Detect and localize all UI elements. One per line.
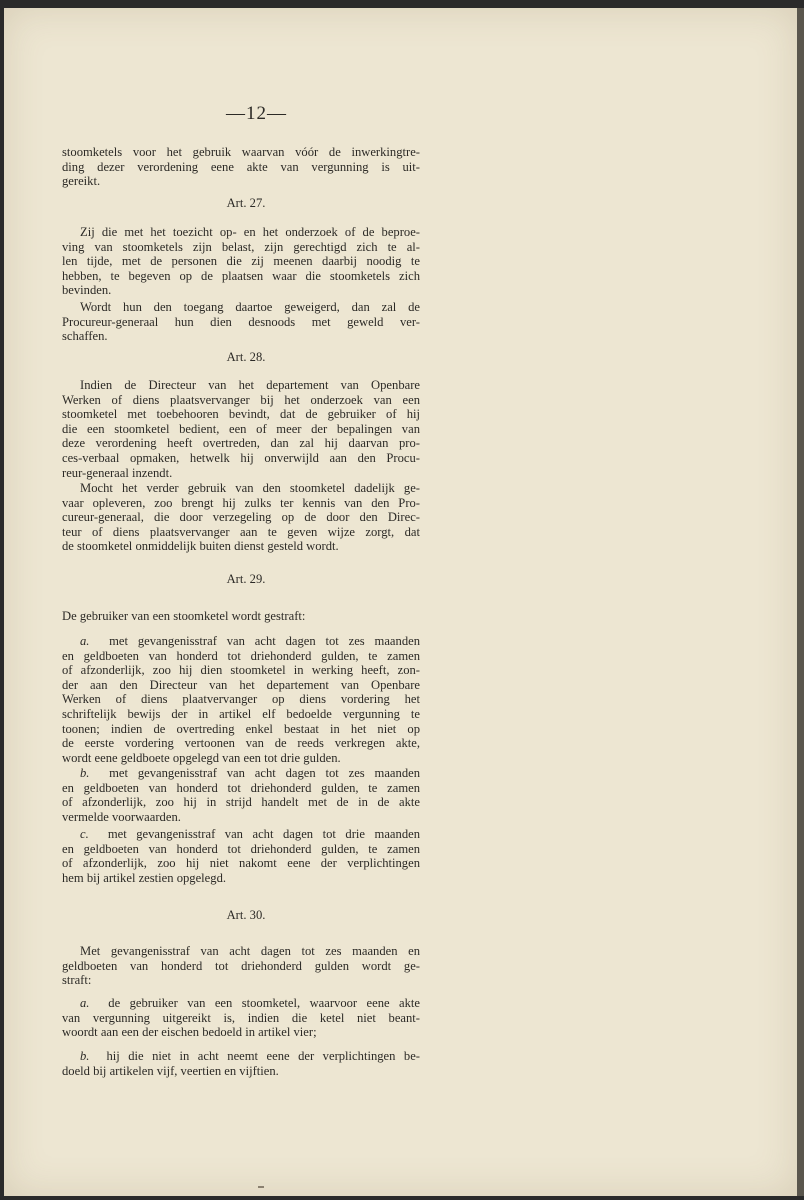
text-line: ces-verbaal opmaken, hetwelk hij onverwijld aan den Procu- xyxy=(62,450,420,465)
text-line-body: hij die niet in acht neemt eene der verplichtingen be- xyxy=(106,1049,420,1063)
text-line xyxy=(62,1049,420,1064)
paragraph-4 xyxy=(62,378,420,480)
text-line: cureur-generaal, die door verzegeling op de door den Direc- xyxy=(62,510,420,525)
text-line: De gebruiker van een stoomketel wordt gestraft: xyxy=(62,609,306,623)
text-line: vermelde voorwaarden. xyxy=(62,809,181,824)
paragraph-7 xyxy=(62,634,420,765)
text-line-body: de gebruiker van een stoomketel, waarvoor eene akte xyxy=(108,996,420,1010)
text-line: schriftelijk bewijs der in artikel elf bedoelde vergunning te xyxy=(62,706,420,721)
text-line-body: met gevangenisstraf van acht dagen tot zes maanden xyxy=(109,766,421,780)
item-label: b. xyxy=(80,1049,90,1063)
text-line: stoomketels voor het gebruik waarvan vóór de inwerkingtre- xyxy=(62,145,420,159)
text-line: en geldboeten van honderd tot driehonderd gulden, te zamen xyxy=(62,780,420,795)
text-line xyxy=(62,996,420,1011)
text-line: die een stoomketel bedient, een of meer der bepalingen van xyxy=(62,421,420,436)
text-line: woordt aan een der eischen bedoeld in artikel vier; xyxy=(62,1025,317,1040)
page-number: —12— xyxy=(226,103,287,124)
text-line: der aan den Directeur van het departement van Openbare xyxy=(62,677,420,692)
text-line: en geldboeten van honderd tot driehonderd gulden, te zamen xyxy=(62,841,420,856)
paragraph-6 xyxy=(62,609,420,624)
item-label: b. xyxy=(80,766,90,780)
article-heading-30: Art. 30. xyxy=(226,908,266,922)
article-heading-28: Art. 28. xyxy=(226,350,266,364)
text-line xyxy=(62,634,420,649)
text-line: Werken of diens plaatsvervanger bij het onderzoek van een xyxy=(62,392,420,407)
paragraph-9 xyxy=(62,827,420,885)
paragraph-2 xyxy=(62,225,420,298)
text-line: hebben, te begeven op de plaatsen waar die stoomketels zich xyxy=(62,268,420,283)
text-line xyxy=(62,766,420,781)
text-line: Met gevangenisstraf van acht dagen tot zes maanden en xyxy=(80,944,420,958)
item-label: c. xyxy=(80,827,89,841)
paragraph-1 xyxy=(62,145,420,189)
text-line: de stoomketel onmiddelijk buiten dienst gesteld wordt. xyxy=(62,539,339,554)
paragraph-10 xyxy=(62,944,420,988)
text-line: van vergunning uitgereikt is, indien die ketel niet beant- xyxy=(62,1010,420,1025)
text-line: of afzonderlijk, zoo hij dien stoomketel in werking heeft, zon- xyxy=(62,663,420,678)
text-line: Zij die met het toezicht op- en het onderzoek of de beproe- xyxy=(80,225,420,239)
text-line: schaffen. xyxy=(62,329,108,344)
paragraph-5 xyxy=(62,481,420,554)
text-line: ding dezer verordening eene akte van vergunning is uit- xyxy=(62,159,420,174)
text-line: de eerste vordering vertoonen van de reeds verkregen akte, xyxy=(62,736,420,751)
paragraph-12 xyxy=(62,1049,420,1078)
text-line-body: met gevangenisstraf van acht dagen tot zes maanden xyxy=(109,634,421,648)
item-label: a. xyxy=(80,634,90,648)
text-line: Werken of diens plaatvervanger op diens vordering het xyxy=(62,692,420,707)
text-line: ving van stoomketels zijn belast, zijn gerechtigd zich te al- xyxy=(62,239,420,254)
text-line-body: met gevangenisstraf van acht dagen tot drie maanden xyxy=(107,827,420,841)
text-line: of afzonderlijk, zoo hij in strijd handelt met de in de akte xyxy=(62,795,420,810)
text-line: deze verordening heeft overtreden, dan zal hij daarvan pro- xyxy=(62,436,420,451)
text-line: en geldboeten van honderd tot driehonderd gulden, te zamen xyxy=(62,648,420,663)
text-line: Procureur-generaal hun dien desnoods met geweld ver- xyxy=(62,314,420,329)
text-line: len tijde, met de personen die zij meenen daarbij noodig te xyxy=(62,254,420,269)
text-line: stoomketel met toebehooren bevindt, dat de gebruiker of hij xyxy=(62,407,420,422)
text-line: wordt eene geldboete opgelegd van een tot drie gulden. xyxy=(62,750,341,765)
text-line: gereikt. xyxy=(62,174,101,189)
paragraph-8 xyxy=(62,766,420,824)
text-line: Mocht het verder gebruik van den stoomketel dadelijk ge- xyxy=(80,481,420,495)
text-line xyxy=(62,827,420,842)
text-line: of afzonderlijk, zoo hij niet nakomt eene der verplichtingen xyxy=(62,856,420,871)
text-line: straft: xyxy=(62,973,92,988)
article-heading-29: Art. 29. xyxy=(226,572,266,586)
text-line: hem bij artikel zestien opgelegd. xyxy=(62,870,227,885)
text-line: Indien de Directeur van het departement van Openbare xyxy=(80,378,420,392)
article-heading-27: Art. 27. xyxy=(226,196,266,210)
text-line: reur-generaal inzendt. xyxy=(62,465,173,480)
text-line: teur of diens plaatsvervanger aan te geven wijze zorgt, dat xyxy=(62,524,420,539)
text-line: toonen; indien de overtreding enkel bestaat in het niet op xyxy=(62,721,420,736)
text-line: vaar opleveren, zoo brengt hij zulks ter kennis van den Pro- xyxy=(62,495,420,510)
text-line: bevinden. xyxy=(62,283,112,298)
paragraph-3 xyxy=(62,300,420,344)
text-line: geldboeten van honderd tot driehonderd gulden wordt ge- xyxy=(62,958,420,973)
paragraph-11 xyxy=(62,996,420,1040)
page-mark xyxy=(258,1186,264,1188)
text-line: Wordt hun den toegang daartoe geweigerd, dan zal de xyxy=(80,300,420,314)
text-line: doeld bij artikelen vijf, veertien en vijftien. xyxy=(62,1063,279,1078)
page-edge xyxy=(797,8,804,1196)
item-label: a. xyxy=(80,996,90,1010)
